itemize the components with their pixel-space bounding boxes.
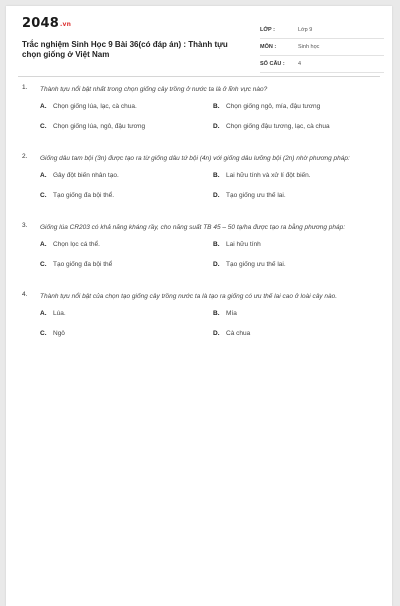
option-b[interactable] bbox=[213, 241, 261, 248]
option-row bbox=[40, 172, 380, 192]
option-text: Ngô bbox=[53, 330, 65, 337]
option-b[interactable] bbox=[213, 310, 237, 317]
option-b[interactable] bbox=[213, 172, 311, 179]
answer-options bbox=[40, 310, 380, 350]
option-text: Tạo giống ưu thế lai. bbox=[226, 261, 286, 268]
answer-options bbox=[40, 172, 380, 212]
option-row bbox=[40, 123, 380, 143]
option-letter: C. bbox=[40, 123, 47, 130]
worksheet-page bbox=[6, 6, 392, 606]
option-row bbox=[40, 192, 380, 212]
question-3 bbox=[22, 222, 380, 281]
option-letter: C. bbox=[40, 261, 47, 268]
option-text: Chọn giống lúa, ngô, đậu tương bbox=[53, 123, 146, 130]
option-d[interactable] bbox=[213, 192, 286, 199]
option-row bbox=[40, 330, 380, 350]
option-text: Gây đột biến nhân tạo. bbox=[53, 172, 119, 179]
option-letter: B. bbox=[213, 172, 220, 179]
option-text: Lai hữu tính và xử lí đột biến. bbox=[226, 172, 311, 179]
option-letter: A. bbox=[40, 310, 47, 317]
meta-label-subject: MÔN : bbox=[260, 44, 277, 50]
meta-value-grade: Lớp 9 bbox=[298, 27, 313, 33]
option-letter: B. bbox=[213, 310, 220, 317]
option-letter: D. bbox=[213, 261, 220, 268]
question-1 bbox=[22, 84, 380, 143]
question-text: Giống lúa CR203 có khả năng kháng rầy, cho năng suất TB 45 – 50 tạ/ha được tạo ra bằng phương pháp: bbox=[40, 224, 346, 231]
option-letter: A. bbox=[40, 172, 47, 179]
option-text: Tạo giống đa bội thể bbox=[53, 261, 113, 268]
meta-row-subject bbox=[260, 39, 384, 56]
question-number: 4. bbox=[22, 291, 28, 298]
meta-label-question-count: SỐ CÂU : bbox=[260, 61, 285, 67]
question-2 bbox=[22, 153, 380, 212]
option-letter: D. bbox=[213, 330, 220, 337]
question-text: Thành tựu nổi bật của chọn tạo giống cây trồng nước ta là tạo ra giống có ưu thế lai cao ở loài cây nào. bbox=[40, 293, 338, 300]
option-row bbox=[40, 103, 380, 123]
site-logo[interactable] bbox=[22, 16, 71, 31]
worksheet-header bbox=[22, 16, 384, 68]
page-title: Trắc nghiệm Sinh Học 9 Bài 36(có đáp án) : Thành tựu chọn giống ở Việt Nam bbox=[22, 40, 228, 59]
option-text: Tạo giống đa bội thể. bbox=[53, 192, 115, 199]
question-text: Thành tựu nổi bật nhất trong chọn giống cây trồng ở nước ta là ở lĩnh vực nào? bbox=[40, 86, 268, 93]
option-text: Chọn lọc cá thể. bbox=[53, 241, 100, 248]
option-letter: C. bbox=[40, 330, 47, 337]
question-text: Giống dâu tam bội (3n) được tạo ra từ giống dâu tứ bội (4n) với giống dâu lưỡng bội (2n) nhờ phương pháp: bbox=[40, 155, 350, 162]
option-d[interactable] bbox=[213, 123, 330, 130]
option-letter: B. bbox=[213, 103, 220, 110]
option-text: Chọn giống đậu tương, lạc, cà chua bbox=[226, 123, 330, 130]
option-text: Cà chua bbox=[226, 330, 251, 337]
option-d[interactable] bbox=[213, 330, 250, 337]
option-d[interactable] bbox=[213, 261, 286, 268]
meta-row-grade bbox=[260, 22, 384, 39]
option-a[interactable] bbox=[40, 172, 119, 179]
option-c[interactable] bbox=[40, 192, 114, 199]
question-number: 1. bbox=[22, 84, 28, 91]
option-text: Mía bbox=[226, 310, 237, 317]
question-number: 2. bbox=[22, 153, 28, 160]
option-letter: A. bbox=[40, 103, 47, 110]
logo-number: 2048 bbox=[22, 16, 59, 31]
option-c[interactable] bbox=[40, 261, 112, 268]
option-text: Chọn giống ngô, mía, đậu tương bbox=[226, 103, 321, 110]
meta-value-subject: Sinh học bbox=[298, 44, 320, 50]
meta-info bbox=[260, 22, 384, 73]
meta-value-question-count: 4 bbox=[298, 61, 302, 67]
question-list bbox=[22, 84, 380, 360]
option-c[interactable] bbox=[40, 330, 65, 337]
answer-options bbox=[40, 103, 380, 143]
option-letter: D. bbox=[213, 192, 220, 199]
answer-options bbox=[40, 241, 380, 281]
option-a[interactable] bbox=[40, 103, 137, 110]
option-text: Lúa. bbox=[53, 310, 66, 317]
option-letter: B. bbox=[213, 241, 220, 248]
question-number: 3. bbox=[22, 222, 28, 229]
option-row bbox=[40, 310, 380, 330]
option-a[interactable] bbox=[40, 310, 66, 317]
question-4 bbox=[22, 291, 380, 350]
option-c[interactable] bbox=[40, 123, 145, 130]
option-text: Lai hữu tính bbox=[226, 241, 261, 248]
meta-label-grade: LỚP : bbox=[260, 27, 275, 33]
option-row bbox=[40, 261, 380, 281]
option-letter: A. bbox=[40, 241, 47, 248]
option-b[interactable] bbox=[213, 103, 320, 110]
option-text: Tạo giống ưu thế lai. bbox=[226, 192, 286, 199]
logo-tld: .vn bbox=[59, 21, 72, 28]
option-text: Chọn giống lúa, lạc, cà chua. bbox=[53, 103, 137, 110]
meta-row-question-count bbox=[260, 56, 384, 73]
option-letter: C. bbox=[40, 192, 47, 199]
option-letter: D. bbox=[213, 123, 220, 130]
option-a[interactable] bbox=[40, 241, 100, 248]
header-divider bbox=[18, 76, 380, 77]
option-row bbox=[40, 241, 380, 261]
